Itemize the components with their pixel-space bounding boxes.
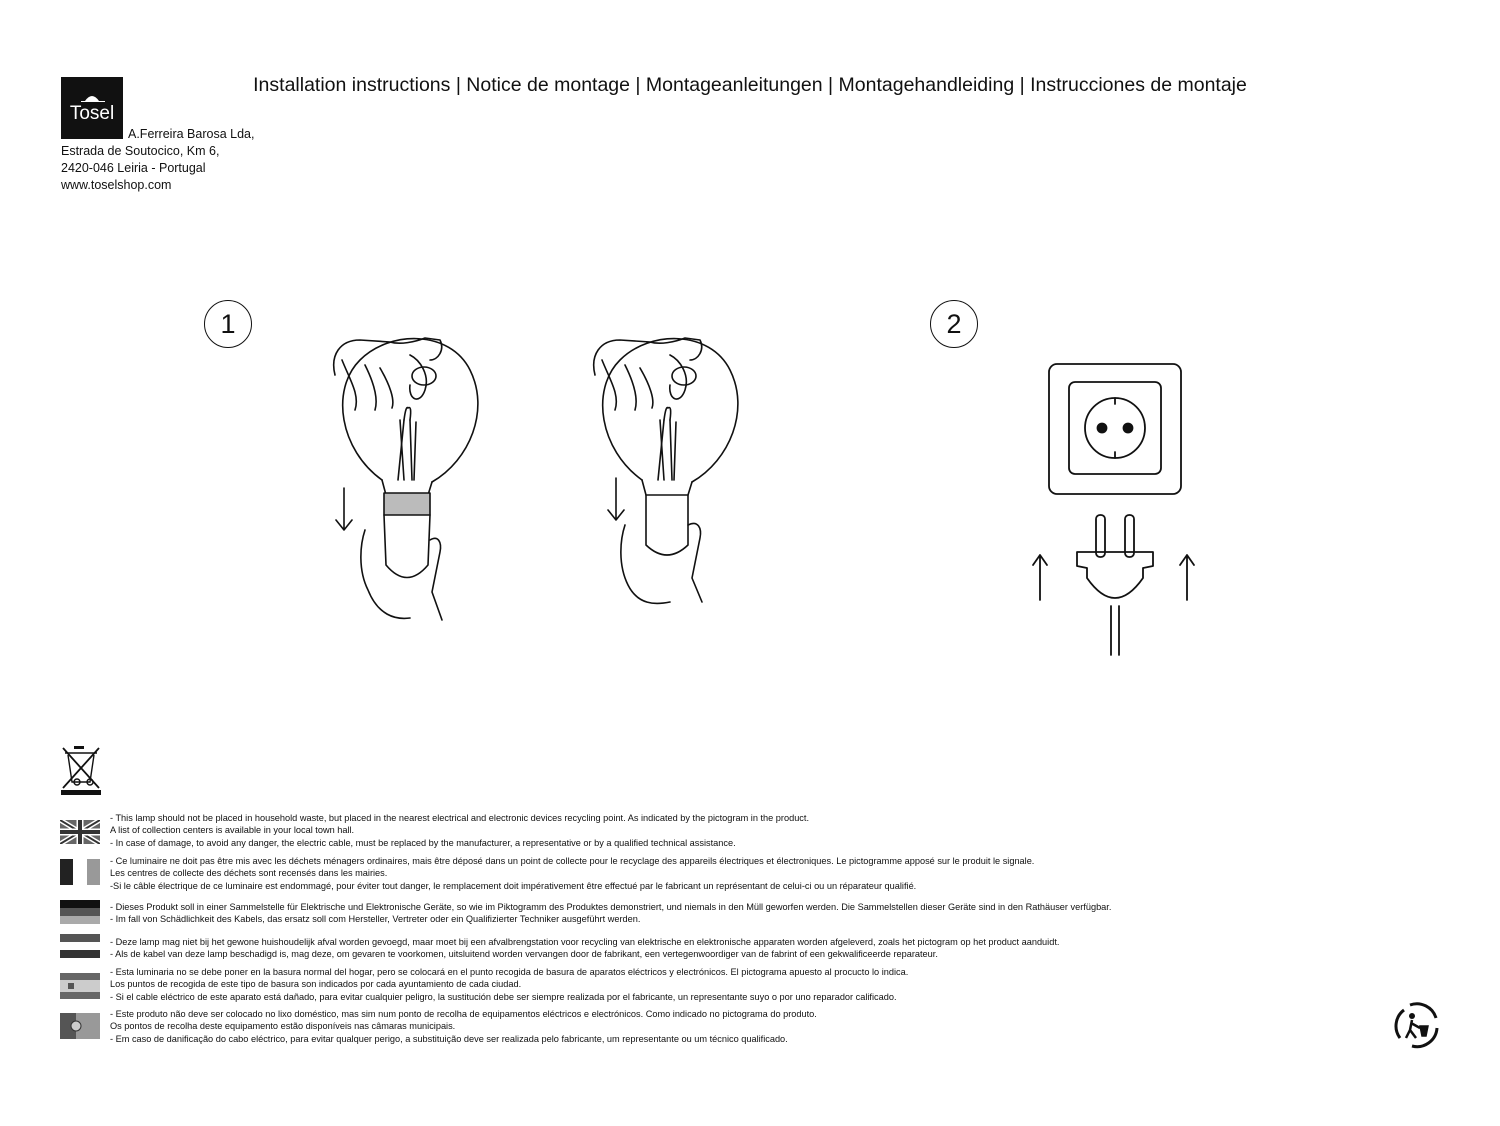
address-line: A.Ferreira Barosa Lda,: [128, 127, 255, 141]
text-line: - Em caso de danificação do cabo eléctrico, para evitar qualquer perigo, a substituição deve ser realizada pelo fabricante, um representante ou um técnico qualificado.: [110, 1033, 788, 1044]
bulb-left-icon: [334, 338, 478, 620]
step-2-number: 2: [930, 300, 978, 348]
text-line: Os pontos de recolha deste equipamento estão disponíveis nas câmaras municipais.: [110, 1021, 456, 1032]
text-line: - Dieses Produkt soll in einer Sammelstelle für Elektrische und Elektronische Geräte, so wie im Piktogramm des Produktes demonstriert, und niemals in den Müll geworfen werden. Die Sammelstellen dieser Geräte sind in den Rathäuser verfügbar.: [110, 902, 1112, 912]
address-line: Estrada de Soutocico, Km 6,: [61, 144, 220, 158]
text-line: - This lamp should not be placed in household waste, but placed in the nearest electrical and electronic devices recycling point. As indicated by the pictogram in the product.: [110, 813, 809, 823]
page-title: Installation instructions | Notice de montage | Montageanleitungen | Montagehandleiding | Instrucciones de montaje: [253, 74, 1247, 96]
flag-uk-icon: [60, 820, 100, 844]
address-line: 2420-046 Leiria - Portugal: [61, 161, 206, 175]
text-line: - Ce luminaire ne doit pas être mis avec les déchets ménagers ordinaires, mais être déposé dans un point de collecte pour le recyclage des appareils électriques et électroniques. Le pictogramme apposé sur le produit le signale.: [110, 856, 1035, 866]
svg-text:Tosel: Tosel: [69, 103, 115, 124]
flag-pt-icon: [60, 1013, 100, 1039]
website-link[interactable]: www.toselshop.com: [61, 178, 172, 192]
company-address: [61, 126, 254, 194]
disposal-text-es: [110, 966, 908, 1003]
flag-nl-icon: [60, 934, 100, 958]
disposal-text-fr: [110, 855, 1034, 892]
plug-icon: [1077, 515, 1153, 655]
disposal-text-en: [110, 812, 809, 849]
text-line: - Als de kabel van deze lamp beschadigd is, mag deze, om gevaren te voorkomen, uitsluitend worden vervangen door de fabrikant, een vertegenwoordiger van de fabrint of een gekwalificeerde reparateur.: [110, 949, 938, 960]
flag-de-icon: [60, 900, 100, 924]
text-line: - Este produto não deve ser colocado no lixo doméstico, mas sim num ponto de recolha de equipamentos eléctricos e electrónicos. Como indicado no pictograma do produto.: [110, 1009, 817, 1019]
disposal-text-de: [110, 901, 1111, 926]
disposal-text-nl: [110, 936, 1059, 961]
crossed-bin-icon: [60, 744, 102, 796]
text-line: A list of collection centers is available in your local town hall.: [110, 825, 355, 836]
text-line: - In case of damage, to avoid any danger, the electric cable, must be replaced by the manufacturer, a representative or by a qualified technical assistance.: [110, 837, 736, 848]
text-line: -Si le câble électrique de ce luminaire est endommagé, pour éviter tout danger, le remplacement doit impérativement être effectué par le fabricant un représentant de celui-ci ou un réparateur qualifié.: [110, 880, 917, 891]
text-line: Les centres de collecte des déchets sont recensés dans les mairies.: [110, 868, 388, 879]
bulb-install-illustration: [320, 330, 740, 630]
plug-socket-illustration: [1025, 360, 1205, 660]
bulb-right-icon: [594, 338, 738, 603]
text-line: - Esta luminaria no se debe poner en la basura normal del hogar, pero se colocará en el punto recogida de basura de aparatos eléctricos y electrónicos. El pictograma apuesto al procucto lo indica.: [110, 967, 909, 977]
arrow-up-icon: [1033, 555, 1194, 600]
flag-fr-icon: [60, 859, 100, 885]
flag-es-icon: [60, 973, 100, 999]
text-line: Los puntos de recogida de este tipo de basura son indicados por cada ayuntamiento de cada ciudad.: [110, 979, 522, 990]
text-line: - Im fall von Schädlichkeit des Kabels, das ersatz soll com Hersteller, Vertreter oder ein Qualifizierter Techniker ausgeführt werden.: [110, 914, 641, 925]
wall-socket-icon: [1049, 364, 1181, 494]
disposal-text-pt: [110, 1008, 817, 1045]
step-1-number: 1: [204, 300, 252, 348]
tidyman-recycle-icon: [1390, 998, 1444, 1052]
text-line: - Si el cable eléctrico de este aparato está dañado, para evitar cualquier peligro, la sustitución debe ser siempre realizada por el fabricante, un representante suyo o por uno reparador calificado.: [110, 991, 897, 1002]
text-line: - Deze lamp mag niet bij het gewone huishoudelijk afval worden gevoegd, maar moet bij een afvalbrengstation voor recycling van elektrische en elektronische apparaten worden afgeleverd, zoals het pictogram op het product aanduidt.: [110, 937, 1060, 947]
